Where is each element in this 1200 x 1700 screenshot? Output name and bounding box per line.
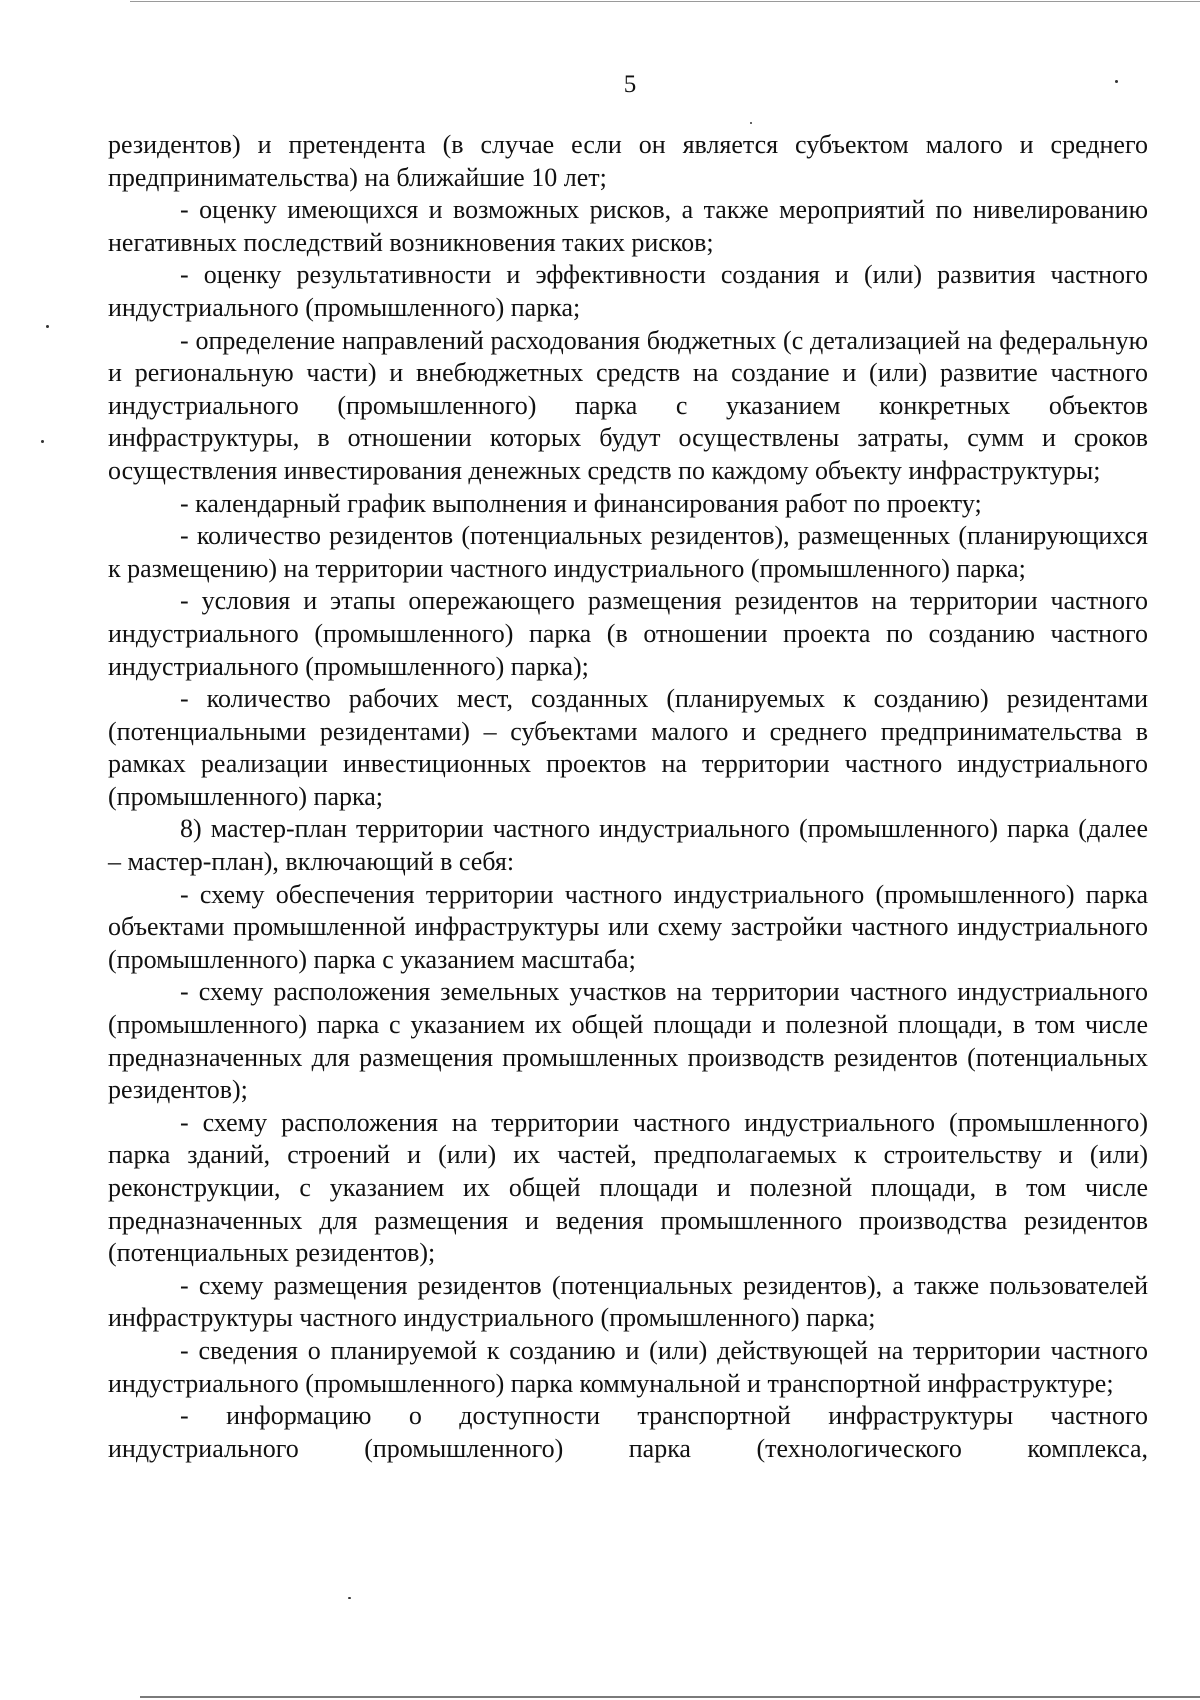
paragraph-risk-assessment: - оценку имеющихся и возможных рисков, а также мероприятий по нивелированию негативных последствий возникновения таких рисков; <box>108 195 1148 257</box>
paragraph-utilities: - сведения о планируемой к созданию и (или) действующей на территории частного индустриального (промышленного) парка коммунальной и транспортной инфраструктуре; <box>108 1335 1148 1398</box>
paragraph-spending: - определение направлений расходования бюджетных (с детализацией на федеральную и региональную части) и внебюджетных средств на создание и (или) развитие частного индустриального (промышленного) парка с указанием конкретных объектов инфраструктуры, в отношении которых будут осуществлены затраты, сумм и сроков осуществления инвестирования денежных средств по каждому объекту инфраструктуры; <box>108 325 1148 485</box>
scan-speck <box>46 325 49 328</box>
paragraph-effectiveness: - оценку результативности и эффективности создания и (или) развития частного индустриального (промышленного) парка; <box>108 260 1148 322</box>
paragraph-residents-count: - количество резидентов (потенциальных резидентов), размещенных (планирующихся к размещению) на территории частного индустриального (промышленного) парка; <box>108 521 1148 583</box>
paragraph-advance-placement: - условия и этапы опережающего размещения резидентов на территории частного индустриального (промышленного) парка (в отношении проекта по созданию частного индустриального (промышленного) парка); <box>108 586 1148 681</box>
scan-speck <box>348 1597 351 1599</box>
document-body <box>108 129 1148 1465</box>
paragraph-residents-placement: - схему размещения резидентов (потенциальных резидентов), а также пользователей инфраструктуры частного индустриального (промышленного) парка; <box>108 1270 1148 1333</box>
scan-edge-bottom <box>140 1696 1200 1698</box>
paragraph-master-plan: 8) мастер-план территории частного индустриального (промышленного) парка (далее – мастер-план), включающий в себя: <box>108 814 1148 877</box>
paragraph-jobs: - количество рабочих мест, созданных (планируемых к созданию) резидентами (потенциальными резидентами) – субъектами малого и среднего предпринимательства в рамках реализации инвестиционных проектов на территории частного индустриального (промышленного) парка; <box>108 684 1148 811</box>
paragraph-land-plots: - схему расположения земельных участков на территории частного индустриального (промышленного) парка с указанием их общей площади и полезной площади, в том числе предназначенных для размещения промышленных производств резидентов (потенциальных резидентов); <box>108 977 1148 1105</box>
paragraph-schedule: - календарный график выполнения и финансирования работ по проекту; <box>180 488 982 518</box>
paragraph-continuation: резидентов) и претендента (в случае если он является субъектом малого и среднего предпринимательства) на ближайшие 10 лет; <box>108 130 1148 192</box>
paragraph-infrastructure-scheme: - схему обеспечения территории частного индустриального (промышленного) парка объектами промышленной инфраструктуры или схему застройки частного индустриального (промышленного) парка с указанием масштаба; <box>108 879 1148 974</box>
scan-speck <box>41 440 44 443</box>
paragraph-transport-access: - информацию о доступности транспортной инфраструктуры частного индустриального (промышленного) парка (технологического комплекса, <box>108 1401 1148 1463</box>
paragraph-buildings: - схему расположения на территории частного индустриального (промышленного) парка зданий, строений и (или) их частей, предполагаемых к строительству и (или) реконструкции, с указанием их общей площади и полезной площади, в том числе предназначенных для размещения и ведения промышленного производства резидентов (потенциальных резидентов); <box>108 1107 1148 1268</box>
scan-speck <box>750 122 752 124</box>
scan-edge-top <box>130 1 1200 2</box>
page-number: 5 <box>623 71 637 98</box>
